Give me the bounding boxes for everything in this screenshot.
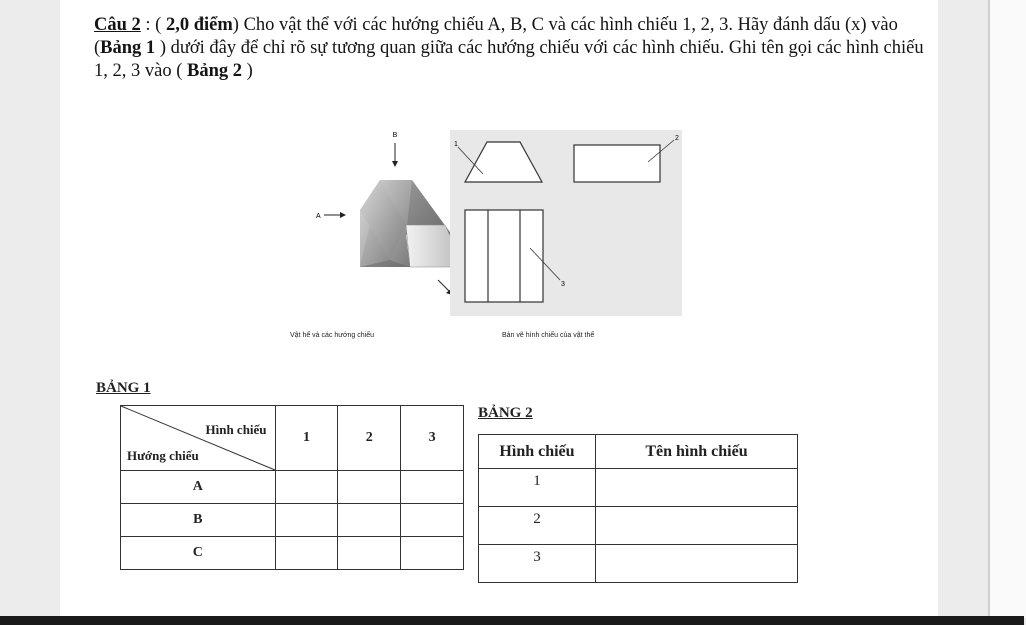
- table2-name-1[interactable]: [596, 469, 798, 507]
- cell-b3[interactable]: [401, 504, 464, 537]
- label-3: 3: [561, 281, 565, 288]
- table2-header-col1: Hình chiếu: [479, 435, 596, 469]
- table2-row-2: 2: [479, 507, 596, 545]
- question-text: [94, 14, 924, 83]
- question-sep: : (: [140, 15, 166, 35]
- question-line2: ) dưới đây để chỉ rõ sự tương quan giữa các hướng chiếu với các hình chiếu. Ghi tên gọi các hình chiếu 1, 2, 3 vào (: [94, 38, 924, 81]
- table-row: [121, 471, 464, 504]
- cell-a3[interactable]: [401, 471, 464, 504]
- figure1-caption: Vật hể và các hướng chiếu: [290, 332, 374, 339]
- table1-col-2: 2: [338, 406, 401, 471]
- figure2-caption: Bản vẽ hình chiếu của vật thể: [502, 332, 595, 339]
- table1-corner-header: [121, 406, 276, 471]
- question-label: Câu 2: [94, 15, 141, 35]
- cell-b2[interactable]: [338, 504, 401, 537]
- bang2-ref: Bảng 2: [187, 61, 243, 81]
- cell-c3[interactable]: [401, 537, 464, 570]
- question-points: 2,0 điểm: [165, 15, 233, 35]
- label-2: 2: [675, 135, 679, 142]
- table1-row-b: B: [121, 504, 276, 537]
- bottom-bar: [0, 616, 1024, 625]
- cell-c1[interactable]: [275, 537, 338, 570]
- object-figure: [240, 125, 440, 310]
- table-row: [479, 507, 798, 545]
- table2-name-2[interactable]: [596, 507, 798, 545]
- view-2-rect: [574, 145, 660, 182]
- arrow-b-head: [392, 161, 398, 167]
- table-row: [121, 537, 464, 570]
- side-panel: [988, 0, 1026, 618]
- cell-c2[interactable]: [338, 537, 401, 570]
- table2-row-1: 1: [479, 469, 596, 507]
- table-row: [121, 504, 464, 537]
- arrow-a-head: [340, 212, 346, 218]
- table1-header-left: Hướng chiếu: [127, 448, 199, 463]
- table1: [120, 405, 464, 570]
- table-row: [479, 545, 798, 583]
- question-end: ): [242, 61, 253, 81]
- question-line1: ) Cho vật thể với các hướng chiếu A, B, C và các hình chiếu 1, 2, 3. Hãy đánh dấu (x) vào (: [94, 15, 898, 58]
- cell-b1[interactable]: [275, 504, 338, 537]
- arrow-c: [438, 280, 450, 292]
- projection-figure: [450, 130, 682, 316]
- table1-col-1: 1: [275, 406, 338, 471]
- table2-name-3[interactable]: [596, 545, 798, 583]
- view-1-trapezoid: [465, 142, 542, 182]
- cell-a2[interactable]: [338, 471, 401, 504]
- document-page: [60, 0, 938, 618]
- table2: [478, 434, 798, 583]
- cell-a1[interactable]: [275, 471, 338, 504]
- view-3-rect: [465, 210, 543, 302]
- table-row: [479, 469, 798, 507]
- table2-header-col2: Tên hình chiếu: [596, 435, 798, 469]
- table1-col-3: 3: [401, 406, 464, 471]
- table1-title: BẢNG 1: [96, 380, 151, 396]
- label-1: 1: [454, 141, 458, 148]
- table1-row-c: C: [121, 537, 276, 570]
- table1-row-a: A: [121, 471, 276, 504]
- table2-title: BẢNG 2: [478, 405, 533, 421]
- table1-header-top: Hình chiếu: [205, 422, 267, 437]
- bang1-ref: Bảng 1: [100, 38, 156, 58]
- label-a: A: [316, 213, 321, 220]
- label-b: B: [392, 132, 398, 139]
- table2-row-3: 3: [479, 545, 596, 583]
